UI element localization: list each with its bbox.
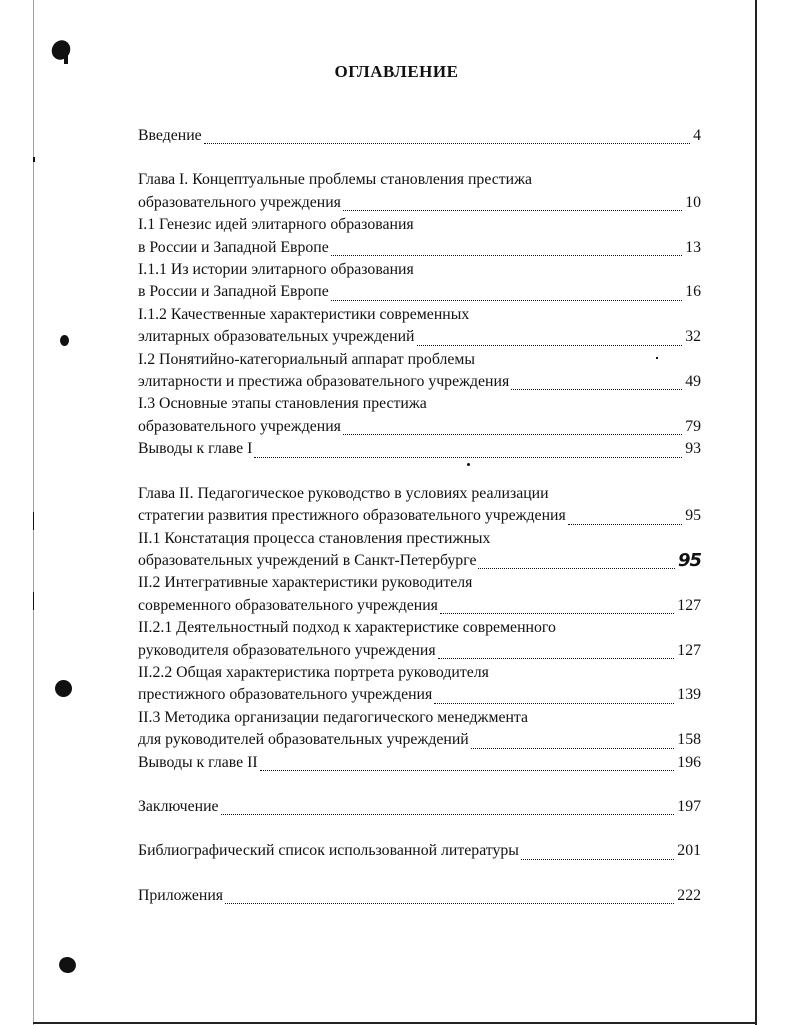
toc-entry <box>138 349 701 394</box>
toc-entry-text: II.2.2 Общая характеристика портрета руководителя <box>138 663 489 681</box>
page-number: 158 <box>677 731 701 749</box>
page-number: 95 <box>677 549 701 571</box>
toc-entry-line <box>138 169 701 191</box>
toc-entry <box>138 796 701 818</box>
toc-entry-text: I.3 Основные этапы становления престижа <box>138 395 427 413</box>
hole-blot-lower <box>55 680 72 697</box>
hole-blot-top <box>48 37 74 63</box>
dot-leader <box>204 142 690 144</box>
toc-entry-line <box>138 483 701 505</box>
toc-entry-text: II.1 Констатация процесса становления престижных <box>138 529 491 547</box>
speck-5 <box>33 592 34 610</box>
toc-entry-text: в России и Западной Европе <box>138 238 329 256</box>
toc-entry-last-line <box>138 192 701 214</box>
toc-entry-last-line <box>138 438 701 460</box>
hole-blot-mid <box>60 335 69 346</box>
hole-blot-bottom <box>57 955 78 976</box>
toc-entry-text: Выводы к главе I <box>138 440 253 458</box>
toc-entry <box>138 572 701 617</box>
dot-leader <box>254 456 682 458</box>
toc-entry-text: образовательного учреждения <box>138 417 341 435</box>
toc-entry-text: образовательных учреждений в Санкт-Петербурге <box>138 551 477 569</box>
dot-leader <box>568 523 682 525</box>
speck-1 <box>33 157 35 162</box>
toc-entry-text: образовательного учреждения <box>138 193 341 211</box>
dot-leader <box>260 769 675 771</box>
toc-entry-line <box>138 259 701 281</box>
toc-entry-text: II.2 Интегративные характеристики руководителя <box>138 574 473 592</box>
toc-entry-line <box>138 349 701 371</box>
page-number: 10 <box>685 193 701 211</box>
toc-entry <box>138 840 701 862</box>
toc-entry-last-line <box>138 640 701 662</box>
toc-entry-last-line <box>138 371 701 393</box>
page-number: 79 <box>685 417 701 435</box>
speck-4 <box>33 512 34 530</box>
scan-bottom-edge <box>33 1022 757 1024</box>
page-number: 4 <box>693 127 701 144</box>
toc-entry <box>138 304 701 349</box>
page-number: 49 <box>685 373 701 391</box>
dot-leader <box>434 702 674 704</box>
toc-entry-text: Глава I. Концептуальные проблемы становления престижа <box>138 171 533 189</box>
dot-leader <box>343 209 682 211</box>
toc-entry <box>138 617 701 662</box>
toc-entry-line <box>138 214 701 236</box>
dot-leader <box>471 747 675 749</box>
dot-leader <box>225 902 674 904</box>
toc-entry-text: Выводы к главе II <box>138 753 258 771</box>
toc-entry-last-line <box>138 885 701 907</box>
toc-entry <box>138 393 701 438</box>
page-number: 222 <box>677 886 701 904</box>
dot-leader <box>221 813 675 815</box>
toc-entry-last-line <box>138 729 701 751</box>
toc-entry-line <box>138 304 701 326</box>
dot-leader <box>438 657 675 659</box>
toc-entry-last-line <box>138 326 701 348</box>
toc-entry-last-line <box>138 684 701 706</box>
dot-leader <box>331 254 682 256</box>
page-number: 16 <box>685 283 701 301</box>
scan-right-edge <box>755 0 757 1025</box>
dot-leader <box>511 388 682 390</box>
toc-entry-text: Глава II. Педагогическое руководство в условиях реализации <box>138 484 549 502</box>
toc-entry <box>138 438 701 460</box>
toc-entry-line <box>138 617 701 639</box>
page-title: ОГЛАВЛЕНИЕ <box>334 62 459 81</box>
toc-entry-text: II.3 Методика организации педагогического менеджмента <box>138 708 529 726</box>
page-number: 197 <box>677 797 701 815</box>
toc-entry <box>138 885 701 907</box>
toc-entry-last-line <box>138 505 701 527</box>
toc-entry-text: I.1.1 Из истории элитарного образования <box>138 261 414 279</box>
toc-entry-last-line <box>138 840 701 862</box>
page-number: 196 <box>677 753 701 771</box>
toc-entry <box>138 483 701 528</box>
toc-entry-last-line <box>138 125 701 147</box>
dot-leader <box>331 299 682 301</box>
toc-entry-last-line <box>138 752 701 774</box>
dot-leader <box>343 433 682 435</box>
page-number: 127 <box>677 641 701 659</box>
table-of-contents <box>138 125 701 907</box>
dot-leader <box>521 858 674 860</box>
toc-entry-line <box>138 393 701 415</box>
dot-leader <box>417 344 683 346</box>
toc-entry <box>138 169 701 214</box>
toc-entry-line <box>138 707 701 729</box>
toc-entry-line <box>138 528 701 550</box>
toc-entry-text: I.1.2 Качественные характеристики современных <box>138 305 470 323</box>
toc-entry <box>138 214 701 259</box>
toc-entry <box>138 752 701 774</box>
toc-entry-text: Приложения <box>138 886 224 904</box>
page-number: 139 <box>677 686 701 704</box>
toc-entry-last-line <box>138 281 701 303</box>
toc-entry-text: Библиографический список использованной литературы <box>138 842 519 860</box>
page-number: 32 <box>685 328 701 346</box>
page-number: 95 <box>685 507 701 525</box>
toc-entry-line <box>138 662 701 684</box>
toc-entry-text: в России и Западной Европе <box>138 283 329 301</box>
page-number: 127 <box>677 596 701 614</box>
toc-entry-last-line <box>138 595 701 617</box>
toc-entry-line <box>138 572 701 594</box>
toc-entry-text: I.2 Понятийно-категориальный аппарат проблемы <box>138 350 475 368</box>
toc-entry-text: элитарных образовательных учреждений <box>138 328 415 346</box>
toc-entry-last-line <box>138 796 701 818</box>
toc-entry <box>138 259 701 304</box>
page-number: 201 <box>677 842 701 860</box>
toc-entry-text: I.1 Генезис идей элитарного образования <box>138 216 414 234</box>
toc-entry-text: элитарности и престижа образовательного учреждения <box>138 373 510 391</box>
toc-entry-text: II.2.1 Деятельностный подход к характеристике современного <box>138 619 556 637</box>
toc-entry-text: Заключение <box>138 797 219 815</box>
dot-leader <box>440 612 674 614</box>
toc-entry-text: современного образовательного учреждения <box>138 596 438 614</box>
toc-entry-text: престижного образовательного учреждения <box>138 686 433 704</box>
toc-entry-text: руководителя образовательного учреждения <box>138 641 436 659</box>
page-number: 13 <box>685 238 701 256</box>
toc-entry-last-line <box>138 550 701 572</box>
toc-entry <box>138 125 701 147</box>
toc-entry-text: Введение <box>138 127 202 144</box>
dot-leader <box>478 567 674 569</box>
toc-entry-last-line <box>138 237 701 259</box>
toc-entry <box>138 707 701 752</box>
toc-entry-last-line <box>138 416 701 438</box>
toc-entry <box>138 662 701 707</box>
page-number: 93 <box>685 440 701 458</box>
toc-entry-text: стратегии развития престижного образовательного учреждения <box>138 507 566 525</box>
toc-entry-text: для руководителей образовательных учреждений <box>138 731 469 749</box>
toc-entry <box>138 528 701 573</box>
